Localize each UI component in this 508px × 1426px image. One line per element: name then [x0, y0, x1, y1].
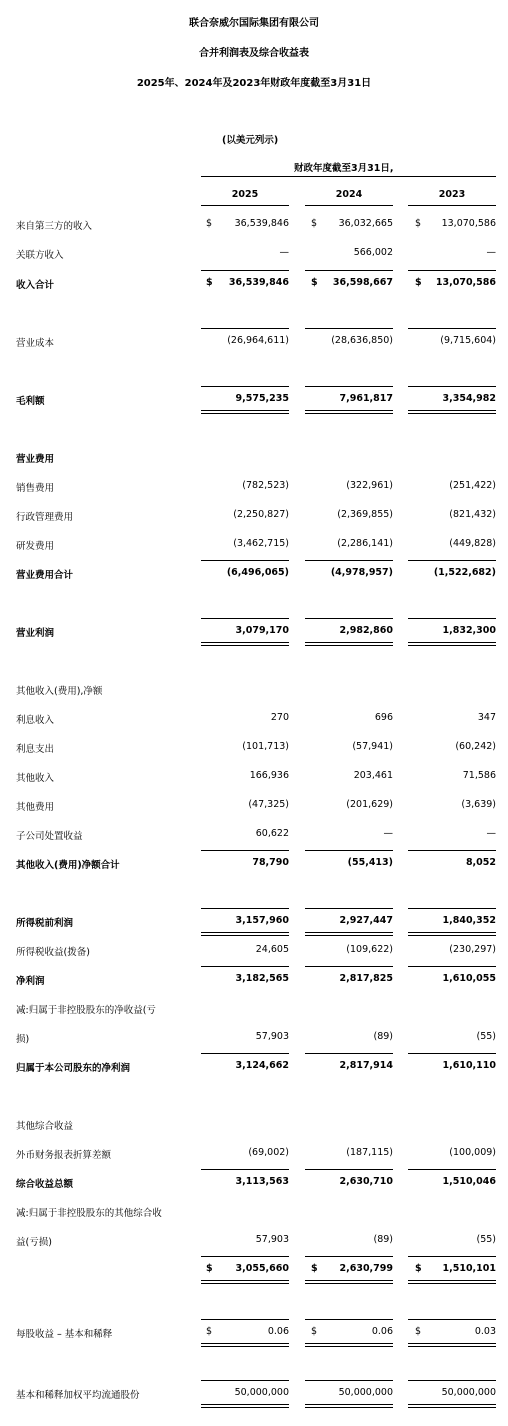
- value-cell: 1,510,101: [442, 1263, 496, 1274]
- table-row: [0, 683, 508, 697]
- subtotal-rule: [201, 1319, 289, 1320]
- total-double-rule: [201, 1343, 289, 1347]
- subtotal-rule: [201, 1380, 289, 1381]
- table-row: [0, 712, 508, 726]
- value-cell: (2,250,827): [233, 509, 289, 520]
- value-cell: 7,961,817: [339, 393, 393, 404]
- subtotal-rule: [201, 270, 289, 271]
- value-cell: (57,941): [352, 741, 393, 752]
- value-cell: 50,000,000: [338, 1387, 393, 1398]
- row-label: 净利润: [16, 976, 45, 987]
- row-label: 其他收入(费用)净额合计: [16, 860, 120, 871]
- table-row: [0, 480, 508, 494]
- subtotal-rule: [201, 966, 289, 967]
- table-row: [0, 799, 508, 813]
- value-cell: (449,828): [449, 538, 496, 549]
- value-cell: 60,622: [255, 828, 289, 839]
- statement-title: 合并利润表及综合收益表: [199, 48, 309, 59]
- table-row: [0, 828, 508, 842]
- row-label: 其他收入: [16, 773, 55, 784]
- subtotal-rule: [305, 618, 393, 619]
- year-rule: [305, 205, 393, 206]
- dollar-sign: $: [206, 218, 213, 229]
- value-cell: 0.03: [474, 1326, 496, 1337]
- value-cell: 0.06: [267, 1326, 289, 1337]
- row-label: 益(亏损): [16, 1237, 52, 1248]
- table-row: [0, 393, 508, 407]
- value-cell: 2,817,914: [339, 1060, 393, 1071]
- table-row: [0, 1326, 508, 1340]
- value-cell: (6,496,065): [226, 567, 289, 578]
- value-cell: (3,639): [461, 799, 496, 810]
- total-double-rule: [305, 642, 393, 646]
- table-row: [0, 247, 508, 261]
- row-label: 外币财务报表折算差额: [16, 1150, 112, 1161]
- value-cell: 0.06: [371, 1326, 393, 1337]
- total-double-rule: [408, 932, 496, 936]
- row-label: 营业费用合计: [16, 570, 74, 581]
- year-2024-header: 2024: [335, 189, 363, 200]
- table-row: [0, 1234, 508, 1248]
- dollar-sign: $: [311, 1326, 318, 1337]
- subtotal-rule: [305, 328, 393, 329]
- value-cell: (101,713): [242, 741, 289, 752]
- total-double-rule: [408, 1343, 496, 1347]
- row-label: 所得税前利润: [16, 918, 74, 929]
- table-row: [0, 538, 508, 552]
- table-row: [0, 509, 508, 523]
- value-cell: 36,539,846: [234, 218, 289, 229]
- row-label: 子公司处置收益: [16, 831, 83, 842]
- value-cell: 3,055,660: [235, 1263, 289, 1274]
- value-cell: (4,978,957): [330, 567, 393, 578]
- total-double-rule: [305, 932, 393, 936]
- table-row: [0, 335, 508, 349]
- subtotal-rule: [305, 1256, 393, 1257]
- row-label: 所得税收益(拨备): [16, 947, 90, 958]
- row-label: 来自第三方的收入: [16, 221, 93, 232]
- total-double-rule: [201, 1280, 289, 1284]
- value-cell: 3,354,982: [442, 393, 496, 404]
- row-label: 归属于本公司股东的净利润: [16, 1063, 131, 1074]
- row-label: 销售费用: [16, 483, 55, 494]
- row-label: 毛利额: [16, 396, 45, 407]
- value-cell: 2,982,860: [339, 625, 393, 636]
- subtotal-rule: [305, 560, 393, 561]
- subtotal-rule: [408, 270, 496, 271]
- value-cell: (2,369,855): [337, 509, 393, 520]
- subtotal-rule: [201, 1256, 289, 1257]
- table-row: [0, 1031, 508, 1045]
- subtotal-rule: [305, 386, 393, 387]
- value-cell: (89): [373, 1031, 393, 1042]
- value-cell: 203,461: [353, 770, 393, 781]
- subtotal-rule: [201, 386, 289, 387]
- subtotal-rule: [408, 618, 496, 619]
- value-cell: 57,903: [255, 1234, 289, 1245]
- value-cell: —: [486, 247, 496, 258]
- value-cell: —: [383, 828, 393, 839]
- dollar-sign: $: [415, 277, 422, 288]
- value-cell: 3,113,563: [235, 1176, 289, 1187]
- subtotal-rule: [201, 618, 289, 619]
- subtotal-rule: [408, 328, 496, 329]
- period-header: 财政年度截至3月31日,: [294, 163, 394, 174]
- table-row: [0, 770, 508, 784]
- table-row: [0, 218, 508, 232]
- value-cell: 347: [477, 712, 496, 723]
- subtotal-rule: [408, 966, 496, 967]
- value-cell: 1,832,300: [442, 625, 496, 636]
- total-double-rule: [408, 642, 496, 646]
- table-row: [0, 857, 508, 871]
- dollar-sign: $: [206, 1263, 213, 1274]
- table-row: [0, 973, 508, 987]
- subtotal-rule: [201, 1053, 289, 1054]
- value-cell: 36,539,846: [228, 277, 289, 288]
- row-label: 关联方收入: [16, 250, 64, 261]
- value-cell: (26,964,611): [227, 335, 289, 346]
- subtotal-rule: [305, 1169, 393, 1170]
- value-cell: (1,522,682): [433, 567, 496, 578]
- total-double-rule: [305, 1343, 393, 1347]
- value-cell: (230,297): [449, 944, 496, 955]
- table-row: [0, 1002, 508, 1016]
- value-cell: (251,422): [449, 480, 496, 491]
- table-row: [0, 625, 508, 639]
- value-cell: 1,840,352: [442, 915, 496, 926]
- value-cell: 2,927,447: [339, 915, 393, 926]
- row-label: 营业费用: [16, 454, 55, 465]
- value-cell: 1,510,046: [442, 1176, 496, 1187]
- table-row: [0, 915, 508, 929]
- value-cell: 36,598,667: [332, 277, 393, 288]
- total-double-rule: [201, 1404, 289, 1408]
- table-row: [0, 1205, 508, 1219]
- subtotal-rule: [408, 1380, 496, 1381]
- value-cell: (821,432): [449, 509, 496, 520]
- row-label: 利息收入: [16, 715, 55, 726]
- value-cell: (782,523): [242, 480, 289, 491]
- value-cell: (47,325): [248, 799, 289, 810]
- value-cell: 166,936: [249, 770, 289, 781]
- dollar-sign: $: [311, 277, 318, 288]
- value-cell: 3,182,565: [235, 973, 289, 984]
- row-label: 基本和稀释加权平均流通股份: [16, 1390, 140, 1401]
- value-cell: (2,286,141): [337, 538, 393, 549]
- table-row: [0, 1176, 508, 1190]
- total-double-rule: [201, 410, 289, 414]
- dollar-sign: $: [206, 277, 213, 288]
- value-cell: 13,070,586: [441, 218, 496, 229]
- table-row: [0, 1147, 508, 1161]
- subtotal-rule: [305, 270, 393, 271]
- subtotal-rule: [305, 1380, 393, 1381]
- value-cell: (187,115): [346, 1147, 393, 1158]
- total-double-rule: [408, 1404, 496, 1408]
- subtotal-rule: [305, 850, 393, 851]
- table-row: [0, 944, 508, 958]
- subtotal-rule: [305, 1053, 393, 1054]
- dollar-sign: $: [311, 218, 318, 229]
- row-label: 每股收益 – 基本和稀释: [16, 1329, 113, 1340]
- value-cell: 24,605: [255, 944, 289, 955]
- period-title: 2025年、2024年及2023年财政年度截至3月31日: [136, 78, 372, 89]
- total-double-rule: [408, 1280, 496, 1284]
- row-label: 损): [16, 1034, 30, 1045]
- subtotal-rule: [201, 908, 289, 909]
- table-row: [0, 277, 508, 291]
- value-cell: (109,622): [346, 944, 393, 955]
- period-header-rule: [201, 176, 496, 177]
- subtotal-rule: [408, 1319, 496, 1320]
- dollar-sign: $: [415, 218, 422, 229]
- value-cell: 270: [270, 712, 289, 723]
- dollar-sign: $: [415, 1263, 422, 1274]
- subtotal-rule: [201, 560, 289, 561]
- currency-note: (以美元列示): [222, 135, 279, 146]
- table-row: [0, 741, 508, 755]
- value-cell: (322,961): [346, 480, 393, 491]
- value-cell: (55): [476, 1234, 496, 1245]
- subtotal-rule: [201, 850, 289, 851]
- year-2023-header: 2023: [438, 189, 466, 200]
- row-label: 营业利润: [16, 628, 55, 639]
- subtotal-rule: [305, 1319, 393, 1320]
- value-cell: 2,630,710: [339, 1176, 393, 1187]
- row-label: 研发费用: [16, 541, 55, 552]
- row-label: 减:归属于非控股股东的其他综合收: [16, 1208, 162, 1219]
- row-label: 收入合计: [16, 280, 55, 291]
- dollar-sign: $: [415, 1326, 422, 1337]
- dollar-sign: $: [206, 1326, 213, 1337]
- value-cell: 3,157,960: [235, 915, 289, 926]
- subtotal-rule: [305, 966, 393, 967]
- subtotal-rule: [408, 560, 496, 561]
- row-label: 其他费用: [16, 802, 55, 813]
- table-row: [0, 1060, 508, 1074]
- value-cell: (9,715,604): [440, 335, 496, 346]
- value-cell: 2,630,799: [339, 1263, 393, 1274]
- subtotal-rule: [201, 328, 289, 329]
- value-cell: (201,629): [346, 799, 393, 810]
- total-double-rule: [305, 1280, 393, 1284]
- value-cell: 8,052: [465, 857, 496, 868]
- value-cell: 13,070,586: [435, 277, 496, 288]
- value-cell: —: [279, 247, 289, 258]
- value-cell: 78,790: [252, 857, 289, 868]
- table-row: [0, 1263, 508, 1277]
- subtotal-rule: [201, 1169, 289, 1170]
- value-cell: —: [486, 828, 496, 839]
- value-cell: 50,000,000: [234, 1387, 289, 1398]
- row-label: 减:归属于非控股股东的净收益(亏: [16, 1005, 156, 1016]
- value-cell: (28,636,850): [331, 335, 393, 346]
- table-row: [0, 1118, 508, 1132]
- value-cell: 566,002: [353, 247, 393, 258]
- value-cell: 3,124,662: [235, 1060, 289, 1071]
- total-double-rule: [305, 410, 393, 414]
- subtotal-rule: [408, 1169, 496, 1170]
- value-cell: 1,610,055: [442, 973, 496, 984]
- company-name: 联合奈威尔国际集团有限公司: [189, 18, 319, 29]
- value-cell: (55): [476, 1031, 496, 1042]
- value-cell: 9,575,235: [235, 393, 289, 404]
- value-cell: 2,817,825: [339, 973, 393, 984]
- subtotal-rule: [408, 1053, 496, 1054]
- row-label: 行政管理费用: [16, 512, 74, 523]
- value-cell: (55,413): [347, 857, 393, 868]
- total-double-rule: [305, 1404, 393, 1408]
- table-row: [0, 451, 508, 465]
- value-cell: 71,586: [462, 770, 496, 781]
- value-cell: (100,009): [449, 1147, 496, 1158]
- total-double-rule: [201, 932, 289, 936]
- subtotal-rule: [408, 386, 496, 387]
- year-2025-header: 2025: [231, 189, 259, 200]
- total-double-rule: [201, 642, 289, 646]
- value-cell: 57,903: [255, 1031, 289, 1042]
- total-double-rule: [408, 410, 496, 414]
- row-label: 其他收入(费用),净额: [16, 686, 103, 697]
- row-label: 营业成本: [16, 338, 55, 349]
- year-rule: [201, 205, 289, 206]
- value-cell: (60,242): [455, 741, 496, 752]
- table-row: [0, 1387, 508, 1401]
- row-label: 其他综合收益: [16, 1121, 74, 1132]
- value-cell: (3,462,715): [233, 538, 289, 549]
- subtotal-rule: [408, 850, 496, 851]
- value-cell: 50,000,000: [441, 1387, 496, 1398]
- table-row: [0, 567, 508, 581]
- subtotal-rule: [305, 908, 393, 909]
- dollar-sign: $: [311, 1263, 318, 1274]
- value-cell: 3,079,170: [235, 625, 289, 636]
- row-label: 利息支出: [16, 744, 55, 755]
- row-label: 综合收益总额: [16, 1179, 74, 1190]
- value-cell: 36,032,665: [338, 218, 393, 229]
- year-rule: [408, 205, 496, 206]
- value-cell: (89): [373, 1234, 393, 1245]
- value-cell: 1,610,110: [442, 1060, 496, 1071]
- value-cell: 696: [374, 712, 393, 723]
- subtotal-rule: [408, 1256, 496, 1257]
- value-cell: (69,002): [248, 1147, 289, 1158]
- subtotal-rule: [408, 908, 496, 909]
